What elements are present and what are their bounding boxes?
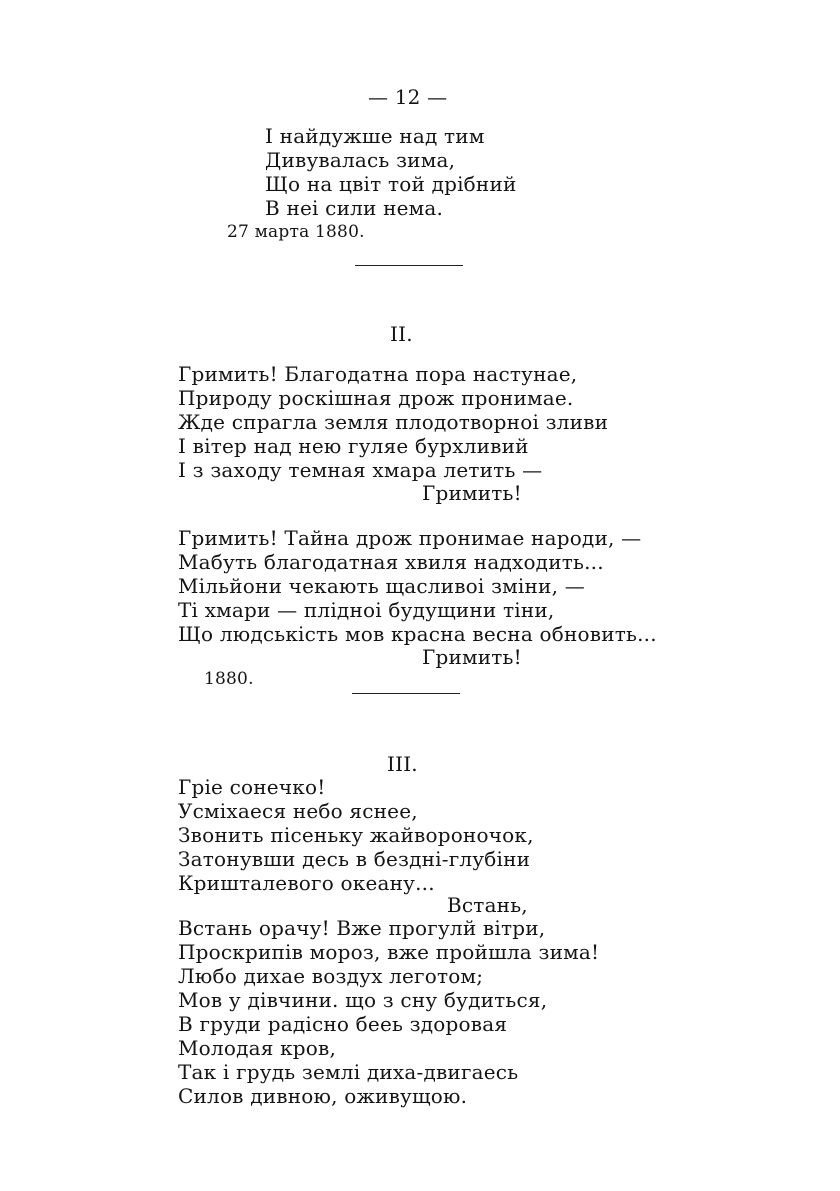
verse-line: Гримить! Благодатна пора настунае, [178, 362, 578, 386]
verse-line: І найдужше над тим [265, 124, 485, 148]
verse-line: Встань орачу! Вже прогулй вітри, [178, 916, 546, 940]
verse-line: Що на цвіт той дрібний [265, 172, 517, 196]
page-number: — 12 — [368, 85, 448, 109]
verse-line: Мільйони чекають щасливоі зміни, — [178, 574, 585, 598]
verse-line: Так і грудь землі диха-двигаеcь [178, 1060, 519, 1084]
verse-line: Дивувалась зима, [265, 148, 456, 172]
verse-line: Гримить! Тайна дрож пронимае народи, — [178, 526, 642, 550]
section-numeral: III. [387, 752, 418, 776]
verse-line: В груди радісно бееь здоровая [178, 1012, 508, 1036]
verse-line: Затонувши десь в безднi-глубіни [178, 847, 531, 871]
verse-line: І вітер над нею гуляе бурхливий [178, 434, 529, 458]
verse-line: Що людськість мов красна весна обновить... [178, 622, 657, 646]
verse-line: Кришталевого океану... [178, 871, 435, 895]
verse-line: І з заходу темная хмара летить — [178, 458, 543, 482]
verse-line: Мов у дівчини. що з сну будиться, [178, 988, 548, 1012]
poem-date: 1880. [204, 669, 254, 689]
verse-line: Жде спрагла земля плодотворноі зливи [178, 410, 609, 434]
verse-line: Силов дивною, оживущою. [178, 1084, 468, 1108]
verse-line: Ті хмари — плідноі будущини тіни, [178, 598, 555, 622]
verse-line: Встань, [447, 893, 528, 917]
poem-date: 27 марта 1880. [227, 222, 365, 242]
section-numeral: II. [390, 322, 413, 346]
verse-line: Природу роскішная дрож пронимае. [178, 386, 574, 410]
verse-line: Молодая кров, [178, 1036, 337, 1060]
verse-line: Гріе сонечко! [178, 775, 326, 799]
verse-line: Мабуть благодатная хвиля надходить... [178, 550, 604, 574]
verse-line: Любо дихае воздух леготом; [178, 964, 484, 988]
section-divider [355, 265, 463, 266]
verse-line: Проскрипів мороз, вже пройшла зима! [178, 940, 600, 964]
verse-line: Звонить пісеньку жайвороночок, [178, 823, 534, 847]
verse-refrain: Гримить! [422, 481, 522, 505]
verse-line: В неі сили нема. [265, 196, 444, 220]
verse-refrain: Гримить! [422, 645, 522, 669]
verse-line: Усміхаеся небо яснее, [178, 799, 418, 823]
section-divider [352, 693, 460, 694]
